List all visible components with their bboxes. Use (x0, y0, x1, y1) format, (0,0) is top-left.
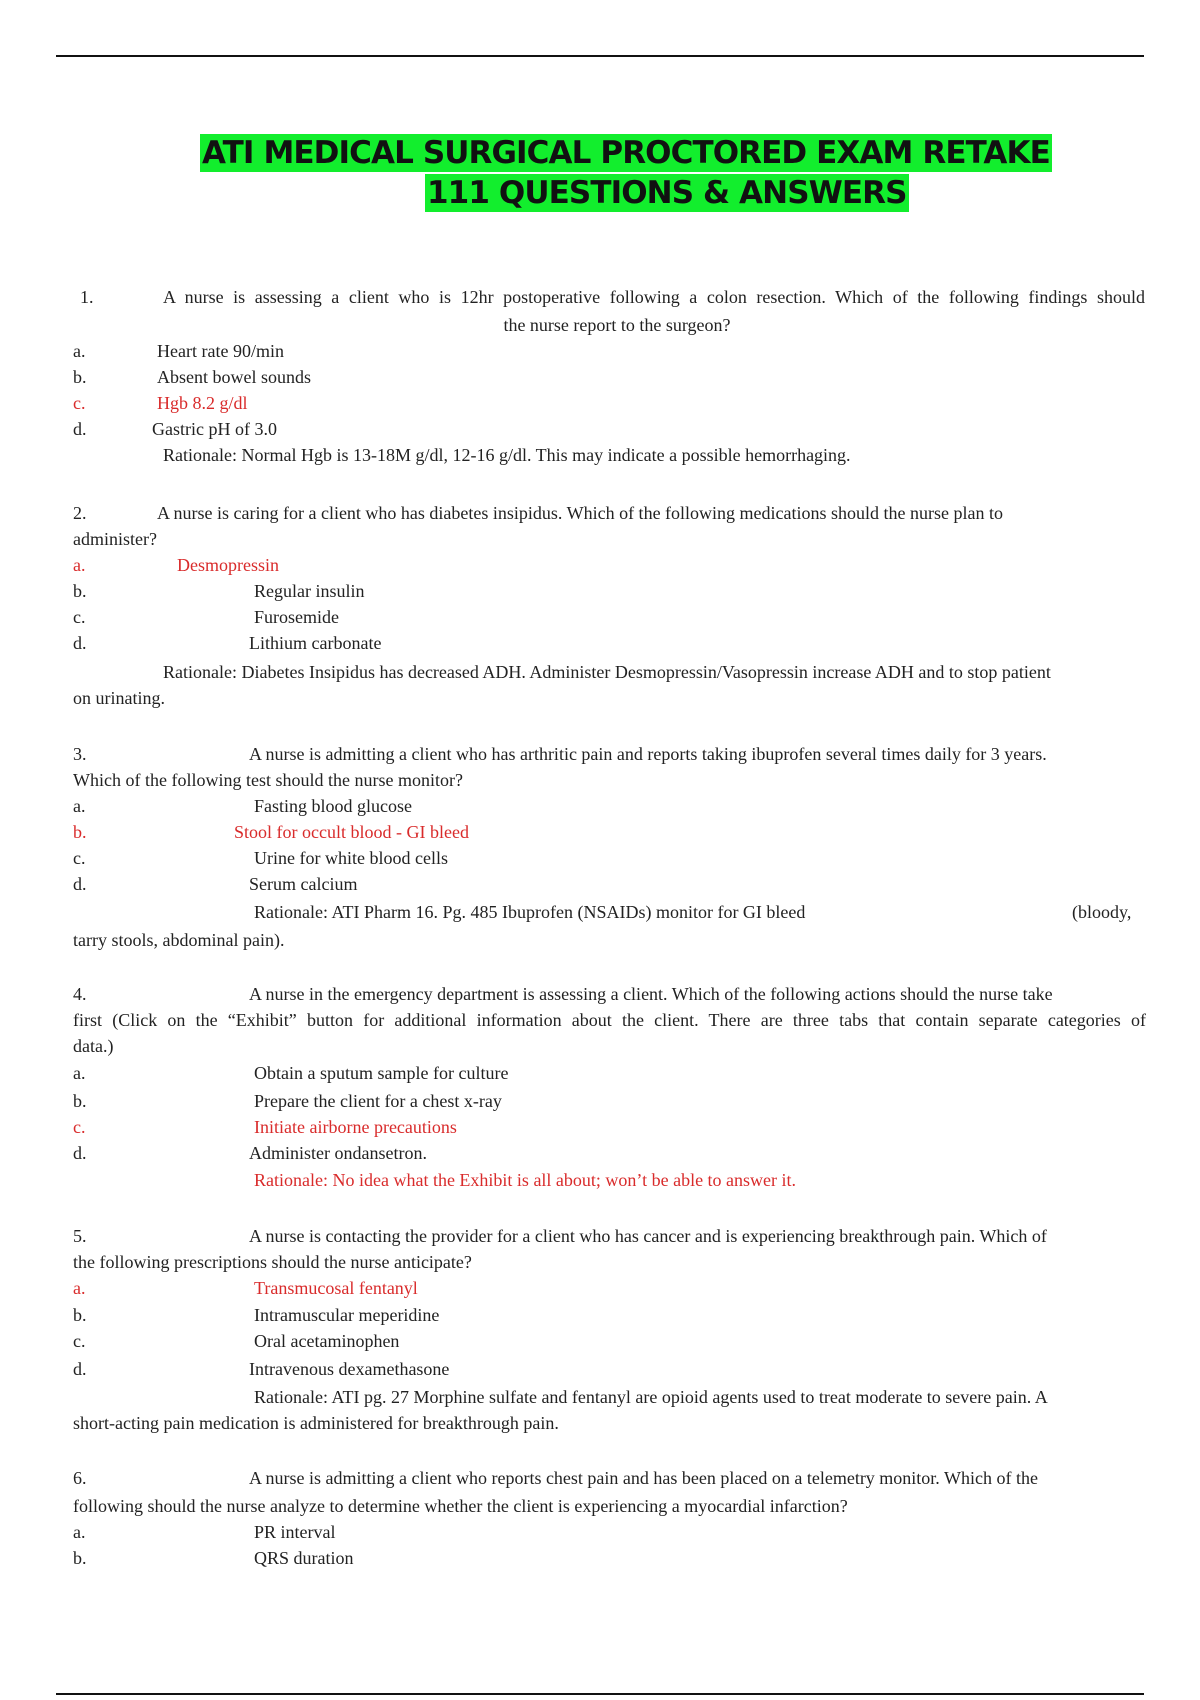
question-stem-cont: administer? (73, 529, 157, 549)
correct-option-text: Hgb 8.2 g/dl (157, 393, 248, 413)
option-text: Gastric pH of 3.0 (152, 419, 277, 439)
option-letter: d. (73, 1143, 87, 1163)
option-letter: a. (73, 1063, 86, 1083)
option-text: Serum calcium (249, 874, 358, 894)
option-letter: c. (73, 607, 86, 627)
question-stem-cont: first (Click on the “Exhibit” button for additional information about the client. There are three tabs that contain separate categories of (73, 1010, 1146, 1030)
option-text: QRS duration (254, 1548, 354, 1568)
question-number: 4. (73, 984, 87, 1004)
option-letter: b. (73, 581, 87, 601)
option-text: Fasting blood glucose (254, 796, 412, 816)
question-number: 3. (73, 744, 87, 764)
question-number: 2. (73, 503, 87, 523)
document-title-line-2: 111 QUESTIONS & ANSWERS (427, 175, 907, 211)
rationale-cont: short-acting pain medication is administered for breakthrough pain. (73, 1413, 559, 1433)
question-stem-cont: following should the nurse analyze to determine whether the client is experiencing a myocardial infarction? (73, 1496, 848, 1516)
option-letter: a. (73, 341, 86, 361)
question-number: 5. (73, 1226, 87, 1246)
option-text: PR interval (254, 1522, 336, 1542)
question-number: 1. (80, 287, 94, 307)
correct-option-letter: a. (73, 1278, 86, 1298)
correct-option-text: Initiate airborne precautions (254, 1117, 457, 1137)
rationale: Rationale: Normal Hgb is 13-18M g/dl, 12-16 g/dl. This may indicate a possible hemorrhaging. (163, 445, 851, 465)
option-text: Oral acetaminophen (254, 1331, 400, 1351)
option-letter: a. (73, 1522, 86, 1542)
question-stem: A nurse is admitting a client who reports chest pain and has been placed on a telemetry monitor. Which of the (249, 1468, 1038, 1488)
document-title-line-1: ATI MEDICAL SURGICAL PROCTORED EXAM RETAKE (202, 135, 1050, 171)
question-stem: A nurse in the emergency department is assessing a client. Which of the following actions should the nurse take (249, 984, 1053, 1004)
option-text: Absent bowel sounds (157, 367, 311, 387)
option-text: Intravenous dexamethasone (249, 1359, 450, 1379)
option-letter: c. (73, 848, 86, 868)
option-letter: d. (73, 1359, 87, 1379)
question-stem-cont: the nurse report to the surgeon? (503, 315, 731, 335)
correct-option-letter: c. (73, 393, 86, 413)
option-letter: d. (73, 874, 87, 894)
option-letter: a. (73, 796, 86, 816)
question-stem: A nurse is assessing a client who is 12hr postoperative following a colon resection. Which of the following findings should (163, 287, 1145, 307)
option-text: Administer ondansetron. (249, 1143, 427, 1163)
question-stem-cont: Which of the following test should the nurse monitor? (73, 770, 463, 790)
correct-option-text: Stool for occult blood - GI bleed (234, 822, 469, 842)
option-text: Urine for white blood cells (254, 848, 448, 868)
question-stem: A nurse is caring for a client who has diabetes insipidus. Which of the following medications should the nurse plan to (157, 503, 1003, 523)
option-letter: d. (73, 633, 87, 653)
option-text: Obtain a sputum sample for culture (254, 1063, 509, 1083)
rationale: Rationale: Diabetes Insipidus has decreased ADH. Administer Desmopressin/Vasopressin increase ADH and to stop patient (163, 662, 1051, 682)
correct-option-letter: a. (73, 555, 86, 575)
option-text: Regular insulin (254, 581, 365, 601)
question-number: 6. (73, 1468, 87, 1488)
top-rule (56, 55, 1144, 57)
bottom-rule (56, 1693, 1144, 1695)
correct-option-text: Desmopressin (177, 555, 279, 575)
question-stem: A nurse is admitting a client who has arthritic pain and reports taking ibuprofen several times daily for 3 years. (249, 744, 1047, 764)
correct-option-letter: b. (73, 822, 87, 842)
option-letter: b. (73, 1548, 87, 1568)
rationale: Rationale: ATI Pharm 16. Pg. 485 Ibuprofen (NSAIDs) monitor for GI bleed (254, 902, 806, 922)
option-letter: b. (73, 1091, 87, 1111)
option-letter: d. (73, 419, 87, 439)
rationale: Rationale: ATI pg. 27 Morphine sulfate and fentanyl are opioid agents used to treat moderate to severe pain. A (254, 1387, 1048, 1407)
option-text: Prepare the client for a chest x-ray (254, 1091, 502, 1111)
option-text: Intramuscular meperidine (254, 1305, 440, 1325)
correct-option-letter: c. (73, 1117, 86, 1137)
option-letter: b. (73, 1305, 87, 1325)
option-text: Lithium carbonate (249, 633, 382, 653)
option-letter: c. (73, 1331, 86, 1351)
question-stem: A nurse is contacting the provider for a client who has cancer and is experiencing breakthrough pain. Which of (249, 1226, 1047, 1246)
rationale: Rationale: No idea what the Exhibit is all about; won’t be able to answer it. (254, 1170, 797, 1190)
rationale-cont: tarry stools, abdominal pain). (73, 930, 285, 950)
option-text: Heart rate 90/min (157, 341, 284, 361)
rationale-cont: on urinating. (73, 688, 165, 708)
rationale-end: (bloody, (1072, 902, 1132, 922)
option-text: Furosemide (254, 607, 339, 627)
correct-option-text: Transmucosal fentanyl (254, 1278, 418, 1298)
question-stem-cont: data.) (73, 1036, 114, 1056)
option-letter: b. (73, 367, 87, 387)
question-stem-cont: the following prescriptions should the nurse anticipate? (73, 1252, 472, 1272)
